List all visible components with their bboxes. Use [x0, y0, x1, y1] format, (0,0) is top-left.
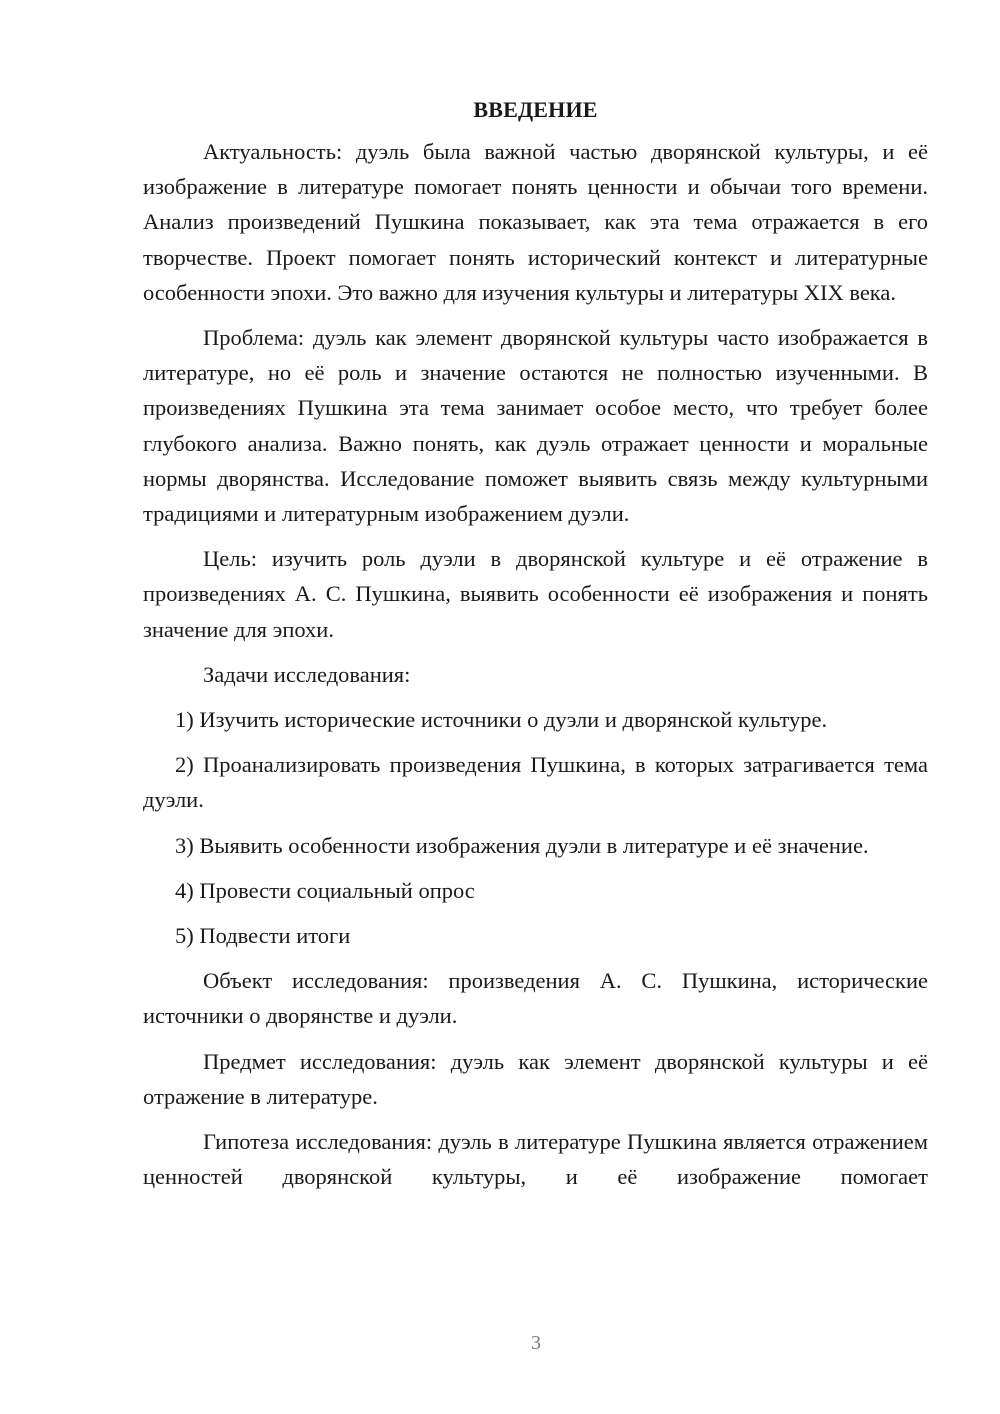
paragraph-problem: Проблема: дуэль как элемент дворянской культуры часто изображается в литературе, но её роль и значение остаются не полностью изученными. В произведениях Пушкина эта тема занимает особое место, что требует более глубокого анализа. Важно понять, как дуэль отражает ценности и моральные нормы дворянства. Исследование поможет выявить связь между культурными традициями и литературным изображением дуэли. — [143, 325, 928, 527]
page-number: 3 — [531, 1332, 541, 1354]
paragraph-tasks-heading: Задачи исследования: — [203, 661, 411, 687]
task-item-1: 1) Изучить исторические источники о дуэли и дворянской культуре. — [175, 707, 828, 733]
task-item-4: 4) Провести социальный опрос — [175, 877, 475, 903]
paragraph-hypothesis: Гипотеза исследования: дуэль в литературе Пушкина является отражением ценностей дворянской культуры, и её изображение помогает — [143, 1129, 928, 1190]
paragraph-relevance: Актуальность: дуэль была важной частью дворянской культуры, и её изображение в литературе помогает понять ценности и обычаи того времени. Анализ произведений Пушкина показывает, как эта тема отражается в его творчестве. Проект помогает понять исторический контекст и литературные особенности эпохи. Это важно для изучения культуры и литературы XIX века. — [143, 139, 928, 305]
task-item-5: 5) Подвести итоги — [175, 923, 351, 949]
paragraph-object: Объект исследования: произведения А. С. Пушкина, исторические источники о дворянстве и дуэли. — [143, 968, 928, 1029]
paragraph-goal: Цель: изучить роль дуэли в дворянской культуре и её отражение в произведениях А. С. Пушкина, выявить особенности её изображения и понять значение для эпохи. — [143, 546, 928, 642]
task-item-2: 2) Проанализировать произведения Пушкина, в которых затрагивается тема дуэли. — [143, 752, 928, 813]
paragraph-subject: Предмет исследования: дуэль как элемент дворянской культуры и её отражение в литературе. — [143, 1048, 928, 1109]
document-page — [143, 92, 928, 1194]
task-item-3: 3) Выявить особенности изображения дуэли в литературе и её значение. — [175, 832, 869, 858]
page-title: ВВЕДЕНИЕ — [473, 97, 598, 122]
